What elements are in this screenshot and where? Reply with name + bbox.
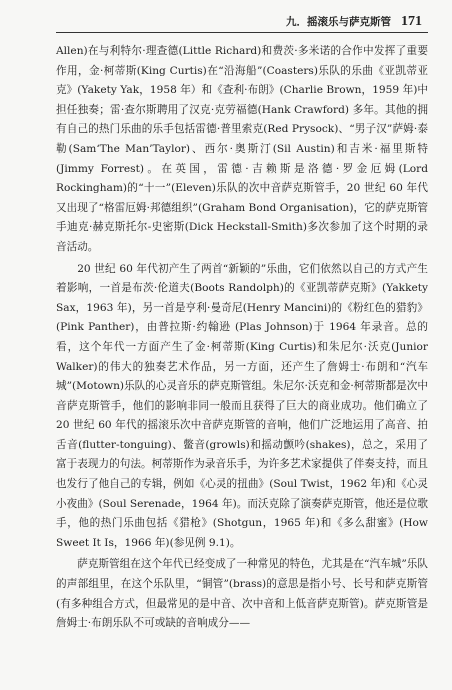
section-title: 九．摇滚乐与萨克斯管 [286,16,391,28]
paragraph-2: 20 世纪 60 年代初产生了两首“新颖的”乐曲，它们依然以自己的方式产生着影响，一首是布茨·伦道夫(Boots Randolph)的《亚凯蒂萨克斯》(Yakkety Sax，1963 年)，另一首是亨利·曼奇尼(Henry Mancini)的《粉红色的猎豹》(Pink Panther)，由普拉斯·约翰逊 (Plas Johnson)于 1964 年录音。总的看，这个年代一方面产生了金·柯蒂斯(King Curtis)和朱尼尔·沃克(Junior Walker)的伟大的独奏艺术作品，另一方面，还产生了詹姆士·布朗和“汽车城”(Motown)乐队的心灵音乐的萨克斯管组。朱尼尔·沃克和金·柯蒂斯都是次中音萨克斯管手，他们的影响非同一般而且获得了巨大的商业成功。他们确立了 20 世纪 60 年代的摇滚乐次中音萨克斯管的音响，他们广泛地运用了高音、拍舌音(flutter-tonguing)、鳖音(growls)和摇动颤吟(shakes)，总之，采用了富于表现力的句法。柯蒂斯作为录音乐手，为许多艺术家提供了伴奏支持，而且也发行了他自己的专辑，例如《心灵的扭曲》(Soul Twist，1962 年)和《心灵小夜曲》(Soul Serenade，1964 年)。而沃克除了演奏萨克斯管，他还是位歌手，他的热门乐曲包括《猎枪》(Shotgun，1965 年)和《多么甜蜜》(How Sweet It Is，1966 年)(参见例 9.1)。 [56,262,428,549]
header-rule [56,32,428,33]
body-text [56,42,428,636]
page-number: 171 [401,14,422,29]
paragraph-1: Allen)在与利特尔·理查德(Little Richard)和费茨·多米诺的合作中发挥了重要作用，金·柯蒂斯(King Curtis)在“沿海船”(Coasters)乐队的乐曲《亚凯蒂亚克》(Yakety Yak，1958 年）和《查利·布朗》(Charlie Brown，1959 年)中担任独奏；雷·查尔斯聘用了汉克·克劳福德(Hank Crawford) 多年。其他的拥有自己的热门乐曲的乐手包括雷德·普里索克(Red Prysock)、“男子汉”萨姆·泰勒(Sam‘The Man’Taylor)、西尔·奥斯汀(Sil Austin)和吉米·福里斯特(Jimmy Forrest)。在英国，雷德·吉赖斯是洛德·罗金厄姆(Lord Rockingham)的“十一”(Eleven)乐队的次中音萨克斯管手，20 世纪 60 年代又出现了“格雷厄姆·邦德组织”(Graham Bond Organisation)，它的萨克斯管手迪克·赫克斯托尔-史密斯(Dick Heckstall-Smith)多次参加了这个时期的录音活动。 [56,45,428,253]
paragraph-3: 萨克斯管组在这个年代已经变成了一种常见的特色，尤其是在“汽车城”乐队的声部组里，在这个乐队里，“铜管”(brass)的意思是指小号、长号和萨克斯管(有多种组合方式，但最常见的是中音、次中音和上低音萨克斯管)。萨克斯管是詹姆士·布朗乐队不可或缺的音响成分—— [56,558,428,630]
running-header [60,14,422,34]
